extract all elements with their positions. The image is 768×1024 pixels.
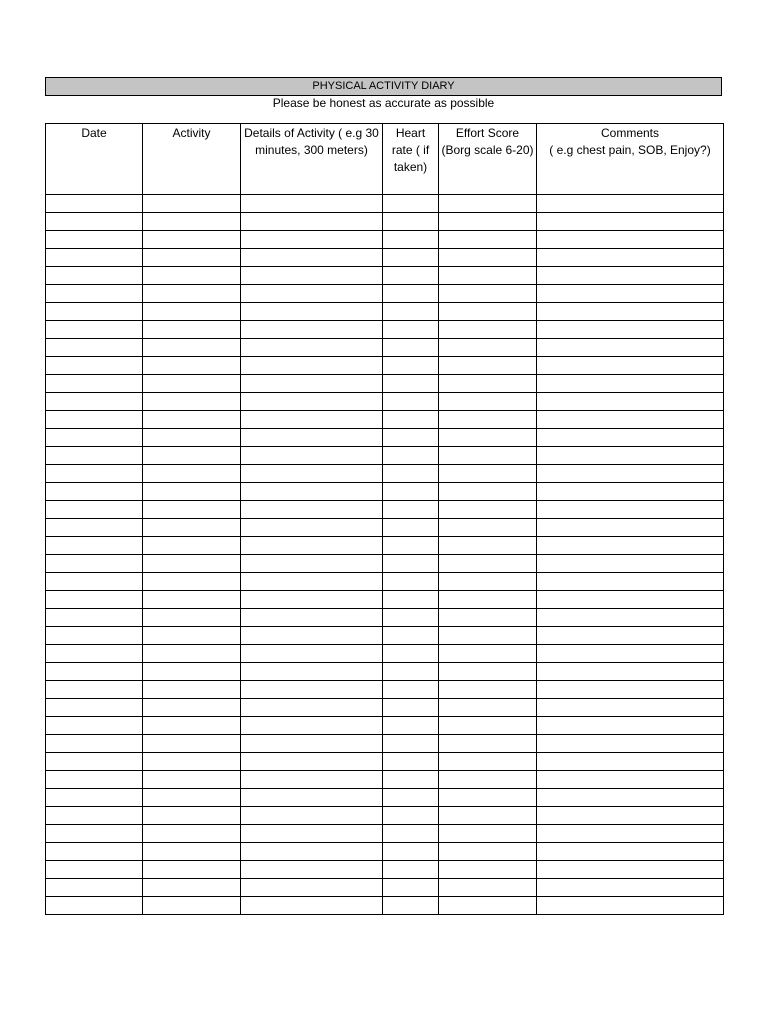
table-row bbox=[46, 807, 724, 825]
cell-details[interactable] bbox=[241, 717, 383, 735]
cell-effort-score[interactable] bbox=[439, 789, 537, 807]
cell-heart-rate[interactable] bbox=[383, 339, 439, 357]
cell-activity[interactable] bbox=[143, 825, 241, 843]
cell-date[interactable] bbox=[46, 843, 143, 861]
cell-heart-rate[interactable] bbox=[383, 285, 439, 303]
cell-date[interactable] bbox=[46, 483, 143, 501]
cell-activity[interactable] bbox=[143, 429, 241, 447]
cell-comments[interactable] bbox=[537, 483, 724, 501]
cell-comments[interactable] bbox=[537, 591, 724, 609]
cell-activity[interactable] bbox=[143, 321, 241, 339]
cell-date[interactable] bbox=[46, 753, 143, 771]
table-row bbox=[46, 753, 724, 771]
cell-effort-score[interactable] bbox=[439, 537, 537, 555]
cell-details[interactable] bbox=[241, 465, 383, 483]
cell-details[interactable] bbox=[241, 771, 383, 789]
cell-date[interactable] bbox=[46, 663, 143, 681]
cell-heart-rate[interactable] bbox=[383, 645, 439, 663]
cell-details[interactable] bbox=[241, 825, 383, 843]
cell-details[interactable] bbox=[241, 339, 383, 357]
cell-effort-score[interactable] bbox=[439, 771, 537, 789]
diary-title: PHYSICAL ACTIVITY DIARY bbox=[45, 77, 722, 96]
cell-effort-score[interactable] bbox=[439, 879, 537, 897]
cell-heart-rate[interactable] bbox=[383, 699, 439, 717]
cell-activity[interactable] bbox=[143, 681, 241, 699]
cell-comments[interactable] bbox=[537, 267, 724, 285]
cell-details[interactable] bbox=[241, 285, 383, 303]
cell-activity[interactable] bbox=[143, 753, 241, 771]
cell-effort-score[interactable] bbox=[439, 321, 537, 339]
cell-details[interactable] bbox=[241, 231, 383, 249]
cell-details[interactable] bbox=[241, 861, 383, 879]
cell-activity[interactable] bbox=[143, 483, 241, 501]
cell-heart-rate[interactable] bbox=[383, 789, 439, 807]
cell-effort-score[interactable] bbox=[439, 303, 537, 321]
cell-date[interactable] bbox=[46, 861, 143, 879]
cell-date[interactable] bbox=[46, 591, 143, 609]
table-row bbox=[46, 303, 724, 321]
cell-details[interactable] bbox=[241, 213, 383, 231]
cell-comments[interactable] bbox=[537, 411, 724, 429]
cell-date[interactable] bbox=[46, 519, 143, 537]
cell-details[interactable] bbox=[241, 897, 383, 915]
cell-details[interactable] bbox=[241, 411, 383, 429]
cell-activity[interactable] bbox=[143, 501, 241, 519]
cell-activity[interactable] bbox=[143, 195, 241, 213]
cell-details[interactable] bbox=[241, 357, 383, 375]
cell-activity[interactable] bbox=[143, 393, 241, 411]
table-row bbox=[46, 735, 724, 753]
cell-heart-rate[interactable] bbox=[383, 393, 439, 411]
cell-activity[interactable] bbox=[143, 375, 241, 393]
cell-heart-rate[interactable] bbox=[383, 483, 439, 501]
table-row bbox=[46, 897, 724, 915]
cell-effort-score[interactable] bbox=[439, 573, 537, 591]
cell-comments[interactable] bbox=[537, 465, 724, 483]
table-row bbox=[46, 195, 724, 213]
cell-details[interactable] bbox=[241, 321, 383, 339]
activity-diary-table bbox=[45, 123, 724, 915]
table-row bbox=[46, 519, 724, 537]
cell-details[interactable] bbox=[241, 537, 383, 555]
cell-effort-score[interactable] bbox=[439, 483, 537, 501]
cell-details[interactable] bbox=[241, 573, 383, 591]
cell-date[interactable] bbox=[46, 717, 143, 735]
cell-comments[interactable] bbox=[537, 843, 724, 861]
cell-activity[interactable] bbox=[143, 807, 241, 825]
cell-details[interactable] bbox=[241, 735, 383, 753]
cell-comments[interactable] bbox=[537, 645, 724, 663]
cell-heart-rate[interactable] bbox=[383, 897, 439, 915]
cell-heart-rate[interactable] bbox=[383, 357, 439, 375]
cell-date[interactable] bbox=[46, 303, 143, 321]
cell-heart-rate[interactable] bbox=[383, 267, 439, 285]
column-header-activity: Activity bbox=[143, 124, 241, 195]
cell-heart-rate[interactable] bbox=[383, 195, 439, 213]
cell-activity[interactable] bbox=[143, 663, 241, 681]
cell-effort-score[interactable] bbox=[439, 735, 537, 753]
cell-comments[interactable] bbox=[537, 897, 724, 915]
cell-effort-score[interactable] bbox=[439, 843, 537, 861]
cell-activity[interactable] bbox=[143, 645, 241, 663]
table-row bbox=[46, 213, 724, 231]
cell-comments[interactable] bbox=[537, 663, 724, 681]
cell-effort-score[interactable] bbox=[439, 627, 537, 645]
cell-activity[interactable] bbox=[143, 897, 241, 915]
cell-heart-rate[interactable] bbox=[383, 501, 439, 519]
cell-effort-score[interactable] bbox=[439, 753, 537, 771]
cell-activity[interactable] bbox=[143, 861, 241, 879]
cell-activity[interactable] bbox=[143, 231, 241, 249]
cell-activity[interactable] bbox=[143, 465, 241, 483]
cell-effort-score[interactable] bbox=[439, 897, 537, 915]
cell-comments[interactable] bbox=[537, 879, 724, 897]
table-row bbox=[46, 627, 724, 645]
column-header-details: Details of Activity ( e.g 30 minutes, 300 meters) bbox=[241, 124, 383, 195]
cell-comments[interactable] bbox=[537, 429, 724, 447]
table-row bbox=[46, 555, 724, 573]
cell-effort-score[interactable] bbox=[439, 609, 537, 627]
cell-effort-score[interactable] bbox=[439, 825, 537, 843]
cell-details[interactable] bbox=[241, 375, 383, 393]
cell-activity[interactable] bbox=[143, 555, 241, 573]
cell-details[interactable] bbox=[241, 807, 383, 825]
cell-details[interactable] bbox=[241, 843, 383, 861]
cell-details[interactable] bbox=[241, 699, 383, 717]
cell-activity[interactable] bbox=[143, 879, 241, 897]
cell-activity[interactable] bbox=[143, 447, 241, 465]
table-row bbox=[46, 699, 724, 717]
cell-activity[interactable] bbox=[143, 573, 241, 591]
cell-heart-rate[interactable] bbox=[383, 663, 439, 681]
diary-subtitle: Please be honest as accurate as possible bbox=[272, 96, 495, 110]
cell-activity[interactable] bbox=[143, 213, 241, 231]
cell-details[interactable] bbox=[241, 483, 383, 501]
cell-effort-score[interactable] bbox=[439, 285, 537, 303]
cell-date[interactable] bbox=[46, 285, 143, 303]
cell-details[interactable] bbox=[241, 663, 383, 681]
cell-date[interactable] bbox=[46, 501, 143, 519]
cell-heart-rate[interactable] bbox=[383, 249, 439, 267]
cell-effort-score[interactable] bbox=[439, 429, 537, 447]
cell-heart-rate[interactable] bbox=[383, 771, 439, 789]
table-row bbox=[46, 771, 724, 789]
cell-effort-score[interactable] bbox=[439, 555, 537, 573]
cell-details[interactable] bbox=[241, 195, 383, 213]
cell-effort-score[interactable] bbox=[439, 591, 537, 609]
table-row bbox=[46, 825, 724, 843]
cell-comments[interactable] bbox=[537, 339, 724, 357]
cell-heart-rate[interactable] bbox=[383, 465, 439, 483]
cell-details[interactable] bbox=[241, 879, 383, 897]
cell-details[interactable] bbox=[241, 789, 383, 807]
column-header-heart-rate: Heart rate ( if taken) bbox=[383, 124, 439, 195]
cell-comments[interactable] bbox=[537, 699, 724, 717]
cell-comments[interactable] bbox=[537, 375, 724, 393]
table-row bbox=[46, 447, 724, 465]
cell-date[interactable] bbox=[46, 681, 143, 699]
cell-date[interactable] bbox=[46, 879, 143, 897]
cell-details[interactable] bbox=[241, 447, 383, 465]
cell-activity[interactable] bbox=[143, 339, 241, 357]
cell-details[interactable] bbox=[241, 609, 383, 627]
table-row bbox=[46, 375, 724, 393]
cell-details[interactable] bbox=[241, 591, 383, 609]
cell-heart-rate[interactable] bbox=[383, 213, 439, 231]
cell-effort-score[interactable] bbox=[439, 375, 537, 393]
cell-date[interactable] bbox=[46, 339, 143, 357]
cell-effort-score[interactable] bbox=[439, 717, 537, 735]
cell-heart-rate[interactable] bbox=[383, 717, 439, 735]
cell-heart-rate[interactable] bbox=[383, 519, 439, 537]
table-row bbox=[46, 717, 724, 735]
cell-activity[interactable] bbox=[143, 699, 241, 717]
table-row bbox=[46, 429, 724, 447]
cell-effort-score[interactable] bbox=[439, 411, 537, 429]
cell-details[interactable] bbox=[241, 555, 383, 573]
cell-date[interactable] bbox=[46, 699, 143, 717]
cell-effort-score[interactable] bbox=[439, 663, 537, 681]
cell-heart-rate[interactable] bbox=[383, 609, 439, 627]
cell-activity[interactable] bbox=[143, 267, 241, 285]
cell-comments[interactable] bbox=[537, 681, 724, 699]
cell-date[interactable] bbox=[46, 771, 143, 789]
cell-comments[interactable] bbox=[537, 303, 724, 321]
cell-activity[interactable] bbox=[143, 411, 241, 429]
cell-activity[interactable] bbox=[143, 843, 241, 861]
cell-comments[interactable] bbox=[537, 753, 724, 771]
cell-heart-rate[interactable] bbox=[383, 753, 439, 771]
cell-activity[interactable] bbox=[143, 303, 241, 321]
cell-effort-score[interactable] bbox=[439, 447, 537, 465]
cell-date[interactable] bbox=[46, 321, 143, 339]
cell-heart-rate[interactable] bbox=[383, 321, 439, 339]
cell-effort-score[interactable] bbox=[439, 339, 537, 357]
table-row bbox=[46, 879, 724, 897]
cell-activity[interactable] bbox=[143, 357, 241, 375]
cell-date[interactable] bbox=[46, 375, 143, 393]
cell-date[interactable] bbox=[46, 267, 143, 285]
cell-heart-rate[interactable] bbox=[383, 411, 439, 429]
cell-date[interactable] bbox=[46, 645, 143, 663]
cell-comments[interactable] bbox=[537, 285, 724, 303]
cell-effort-score[interactable] bbox=[439, 681, 537, 699]
cell-heart-rate[interactable] bbox=[383, 879, 439, 897]
cell-date[interactable] bbox=[46, 249, 143, 267]
table-row bbox=[46, 663, 724, 681]
cell-date[interactable] bbox=[46, 897, 143, 915]
cell-activity[interactable] bbox=[143, 537, 241, 555]
cell-comments[interactable] bbox=[537, 195, 724, 213]
cell-activity[interactable] bbox=[143, 519, 241, 537]
cell-comments[interactable] bbox=[537, 789, 724, 807]
table-row bbox=[46, 483, 724, 501]
cell-details[interactable] bbox=[241, 627, 383, 645]
cell-heart-rate[interactable] bbox=[383, 681, 439, 699]
cell-activity[interactable] bbox=[143, 609, 241, 627]
cell-effort-score[interactable] bbox=[439, 465, 537, 483]
cell-date[interactable] bbox=[46, 465, 143, 483]
table-row bbox=[46, 681, 724, 699]
cell-effort-score[interactable] bbox=[439, 249, 537, 267]
cell-details[interactable] bbox=[241, 681, 383, 699]
table-row bbox=[46, 339, 724, 357]
column-header-comments: Comments ( e.g chest pain, SOB, Enjoy?) bbox=[537, 124, 724, 195]
diary-body bbox=[46, 195, 724, 915]
cell-date[interactable] bbox=[46, 609, 143, 627]
table-row bbox=[46, 411, 724, 429]
table-row bbox=[46, 267, 724, 285]
cell-comments[interactable] bbox=[537, 627, 724, 645]
cell-heart-rate[interactable] bbox=[383, 591, 439, 609]
cell-comments[interactable] bbox=[537, 213, 724, 231]
cell-comments[interactable] bbox=[537, 321, 724, 339]
cell-effort-score[interactable] bbox=[439, 231, 537, 249]
cell-comments[interactable] bbox=[537, 447, 724, 465]
cell-comments[interactable] bbox=[537, 807, 724, 825]
table-row bbox=[46, 789, 724, 807]
cell-effort-score[interactable] bbox=[439, 645, 537, 663]
cell-comments[interactable] bbox=[537, 393, 724, 411]
cell-heart-rate[interactable] bbox=[383, 861, 439, 879]
cell-details[interactable] bbox=[241, 753, 383, 771]
table-row bbox=[46, 591, 724, 609]
cell-date[interactable] bbox=[46, 447, 143, 465]
table-row bbox=[46, 609, 724, 627]
cell-comments[interactable] bbox=[537, 519, 724, 537]
table-row bbox=[46, 573, 724, 591]
table-row bbox=[46, 249, 724, 267]
cell-details[interactable] bbox=[241, 249, 383, 267]
table-row bbox=[46, 393, 724, 411]
cell-activity[interactable] bbox=[143, 735, 241, 753]
table-row bbox=[46, 645, 724, 663]
cell-effort-score[interactable] bbox=[439, 699, 537, 717]
cell-details[interactable] bbox=[241, 267, 383, 285]
cell-heart-rate[interactable] bbox=[383, 303, 439, 321]
table-row bbox=[46, 465, 724, 483]
cell-date[interactable] bbox=[46, 735, 143, 753]
cell-date[interactable] bbox=[46, 411, 143, 429]
cell-heart-rate[interactable] bbox=[383, 735, 439, 753]
table-row bbox=[46, 501, 724, 519]
table-row bbox=[46, 231, 724, 249]
cell-details[interactable] bbox=[241, 519, 383, 537]
cell-date[interactable] bbox=[46, 555, 143, 573]
cell-effort-score[interactable] bbox=[439, 267, 537, 285]
column-header-effort-score: Effort Score (Borg scale 6-20) bbox=[439, 124, 537, 195]
cell-effort-score[interactable] bbox=[439, 519, 537, 537]
cell-comments[interactable] bbox=[537, 825, 724, 843]
cell-comments[interactable] bbox=[537, 771, 724, 789]
cell-activity[interactable] bbox=[143, 771, 241, 789]
header-row bbox=[46, 124, 724, 195]
cell-activity[interactable] bbox=[143, 627, 241, 645]
table-row bbox=[46, 537, 724, 555]
cell-heart-rate[interactable] bbox=[383, 627, 439, 645]
cell-effort-score[interactable] bbox=[439, 501, 537, 519]
cell-date[interactable] bbox=[46, 807, 143, 825]
cell-comments[interactable] bbox=[537, 555, 724, 573]
cell-details[interactable] bbox=[241, 645, 383, 663]
cell-heart-rate[interactable] bbox=[383, 555, 439, 573]
cell-comments[interactable] bbox=[537, 609, 724, 627]
cell-date[interactable] bbox=[46, 195, 143, 213]
cell-effort-score[interactable] bbox=[439, 861, 537, 879]
cell-effort-score[interactable] bbox=[439, 213, 537, 231]
cell-date[interactable] bbox=[46, 789, 143, 807]
cell-activity[interactable] bbox=[143, 591, 241, 609]
cell-heart-rate[interactable] bbox=[383, 843, 439, 861]
cell-comments[interactable] bbox=[537, 537, 724, 555]
cell-date[interactable] bbox=[46, 825, 143, 843]
cell-date[interactable] bbox=[46, 573, 143, 591]
cell-comments[interactable] bbox=[537, 249, 724, 267]
cell-date[interactable] bbox=[46, 627, 143, 645]
cell-effort-score[interactable] bbox=[439, 393, 537, 411]
cell-heart-rate[interactable] bbox=[383, 537, 439, 555]
cell-activity[interactable] bbox=[143, 717, 241, 735]
cell-details[interactable] bbox=[241, 393, 383, 411]
table-row bbox=[46, 285, 724, 303]
cell-heart-rate[interactable] bbox=[383, 429, 439, 447]
cell-heart-rate[interactable] bbox=[383, 573, 439, 591]
cell-heart-rate[interactable] bbox=[383, 447, 439, 465]
cell-comments[interactable] bbox=[537, 357, 724, 375]
cell-date[interactable] bbox=[46, 537, 143, 555]
cell-activity[interactable] bbox=[143, 249, 241, 267]
cell-heart-rate[interactable] bbox=[383, 375, 439, 393]
cell-comments[interactable] bbox=[537, 501, 724, 519]
table-row bbox=[46, 861, 724, 879]
cell-comments[interactable] bbox=[537, 861, 724, 879]
table-row bbox=[46, 321, 724, 339]
cell-heart-rate[interactable] bbox=[383, 807, 439, 825]
cell-activity[interactable] bbox=[143, 285, 241, 303]
cell-date[interactable] bbox=[46, 213, 143, 231]
table-row bbox=[46, 357, 724, 375]
cell-effort-score[interactable] bbox=[439, 357, 537, 375]
cell-details[interactable] bbox=[241, 303, 383, 321]
cell-comments[interactable] bbox=[537, 573, 724, 591]
cell-activity[interactable] bbox=[143, 789, 241, 807]
cell-effort-score[interactable] bbox=[439, 195, 537, 213]
cell-date[interactable] bbox=[46, 231, 143, 249]
cell-effort-score[interactable] bbox=[439, 807, 537, 825]
cell-comments[interactable] bbox=[537, 717, 724, 735]
table-row bbox=[46, 843, 724, 861]
cell-comments[interactable] bbox=[537, 735, 724, 753]
cell-heart-rate[interactable] bbox=[383, 825, 439, 843]
cell-details[interactable] bbox=[241, 501, 383, 519]
column-header-date: Date bbox=[46, 124, 143, 195]
cell-date[interactable] bbox=[46, 429, 143, 447]
cell-details[interactable] bbox=[241, 429, 383, 447]
cell-date[interactable] bbox=[46, 357, 143, 375]
cell-comments[interactable] bbox=[537, 231, 724, 249]
cell-heart-rate[interactable] bbox=[383, 231, 439, 249]
cell-date[interactable] bbox=[46, 393, 143, 411]
